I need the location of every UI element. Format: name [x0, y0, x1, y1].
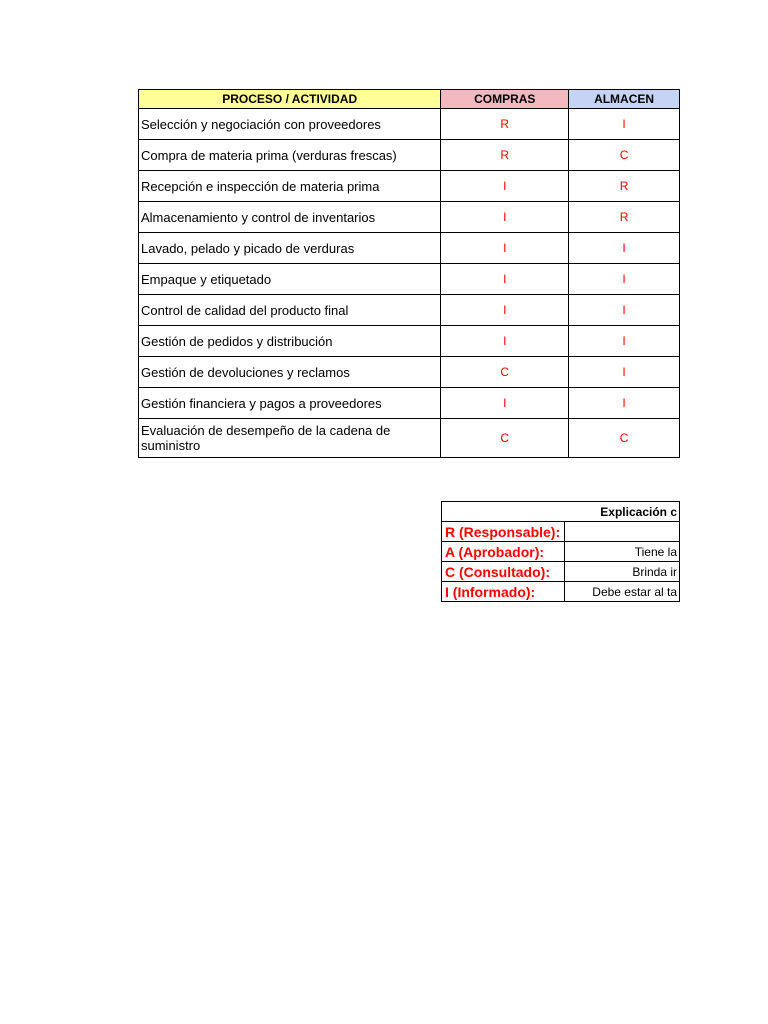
legend-description: Debe estar al ta — [565, 582, 680, 602]
table-row — [139, 388, 680, 419]
table-row — [139, 140, 680, 171]
almacen-cell: I — [569, 357, 680, 388]
activity-cell: Almacenamiento y control de inventarios — [139, 202, 441, 233]
activity-cell: Lavado, pelado y picado de verduras — [139, 233, 441, 264]
table-row — [139, 326, 680, 357]
activity-cell: Evaluación de desempeño de la cadena de suministro — [139, 419, 441, 458]
table-row — [139, 419, 680, 458]
table-row — [139, 264, 680, 295]
activity-cell: Control de calidad del producto final — [139, 295, 441, 326]
legend-description: Tiene la — [565, 542, 680, 562]
table-row — [139, 109, 680, 140]
compras-cell: R — [441, 140, 569, 171]
legend-row — [442, 582, 680, 602]
compras-cell: C — [441, 357, 569, 388]
compras-cell: I — [441, 233, 569, 264]
compras-cell: I — [441, 388, 569, 419]
header-almacen: ALMACEN — [569, 90, 680, 109]
almacen-cell: I — [569, 264, 680, 295]
table-row — [139, 202, 680, 233]
activity-cell: Gestión de pedidos y distribución — [139, 326, 441, 357]
almacen-cell: C — [569, 140, 680, 171]
compras-cell: R — [441, 109, 569, 140]
legend-row — [442, 562, 680, 582]
activity-cell: Empaque y etiquetado — [139, 264, 441, 295]
almacen-cell: I — [569, 295, 680, 326]
compras-cell: I — [441, 326, 569, 357]
almacen-cell: C — [569, 419, 680, 458]
almacen-cell: I — [569, 233, 680, 264]
legend-key: I (Informado): — [442, 582, 565, 602]
legend-key: C (Consultado): — [442, 562, 565, 582]
almacen-cell: R — [569, 171, 680, 202]
legend-key: R (Responsable): — [442, 522, 565, 542]
header-compras: COMPRAS — [441, 90, 569, 109]
legend-description: Brinda ir — [565, 562, 680, 582]
legend-row — [442, 522, 680, 542]
legend-row — [442, 542, 680, 562]
activity-cell: Compra de materia prima (verduras frescas) — [139, 140, 441, 171]
legend-title: Explicación c — [442, 502, 680, 522]
almacen-cell: I — [569, 109, 680, 140]
activity-cell: Recepción e inspección de materia prima — [139, 171, 441, 202]
header-activity: PROCESO / ACTIVIDAD — [139, 90, 441, 109]
table-row — [139, 171, 680, 202]
activity-cell: Gestión de devoluciones y reclamos — [139, 357, 441, 388]
legend-description — [565, 522, 680, 542]
raci-legend-table — [441, 501, 680, 602]
compras-cell: C — [441, 419, 569, 458]
raci-matrix-table — [138, 89, 680, 458]
almacen-cell: I — [569, 326, 680, 357]
compras-cell: I — [441, 264, 569, 295]
compras-cell: I — [441, 295, 569, 326]
almacen-cell: R — [569, 202, 680, 233]
table-row — [139, 233, 680, 264]
compras-cell: I — [441, 202, 569, 233]
activity-cell: Gestión financiera y pagos a proveedores — [139, 388, 441, 419]
compras-cell: I — [441, 171, 569, 202]
table-row — [139, 295, 680, 326]
activity-cell: Selección y negociación con proveedores — [139, 109, 441, 140]
table-row — [139, 357, 680, 388]
legend-key: A (Aprobador): — [442, 542, 565, 562]
almacen-cell: I — [569, 388, 680, 419]
